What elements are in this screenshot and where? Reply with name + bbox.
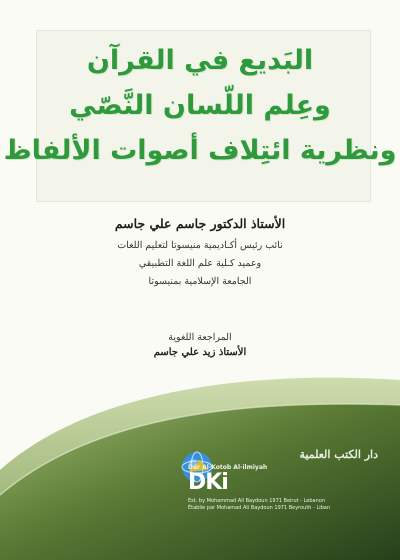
publisher-logo-text: DKi (188, 470, 228, 495)
publisher-name-en: Dar Al-Kotob Al-ilmiyah (188, 464, 268, 471)
reviewer-name: الأستاذ زيد علي جاسم (153, 347, 247, 358)
publisher-est-fr: Établie par Mohamad Ali Baydoun 1971 Beyrouth - Liban (188, 505, 331, 511)
author-title-3: الجامعة الإسلامية بمنيسوتا (148, 276, 252, 287)
author-name: الأستاذ الدكتور جاسم علي جاسم (114, 216, 286, 231)
publisher-logo (178, 448, 378, 538)
title-line-1: البَديع في القرآن (86, 45, 314, 76)
title-line-2: وعِلم اللّسان النَّصّي (69, 90, 331, 121)
title-line-3: ونظرية ائتِلاف أصوات الألفاظ (3, 135, 397, 166)
author-title-1: نائب رئيس أكـاديمية منيسوتا لتعليم اللغات (117, 240, 283, 251)
reviewer-label: المراجعة اللغوية (168, 332, 232, 343)
publisher-name-ar: دار الكتب العلمية (299, 448, 378, 461)
author-title-2: وعميد كـلية علم اللغة التطبيقي (138, 258, 262, 269)
publisher-est-en: Est. by Mohammad Ali Baydoun 1971 Beirut - Lebanon (188, 498, 325, 504)
